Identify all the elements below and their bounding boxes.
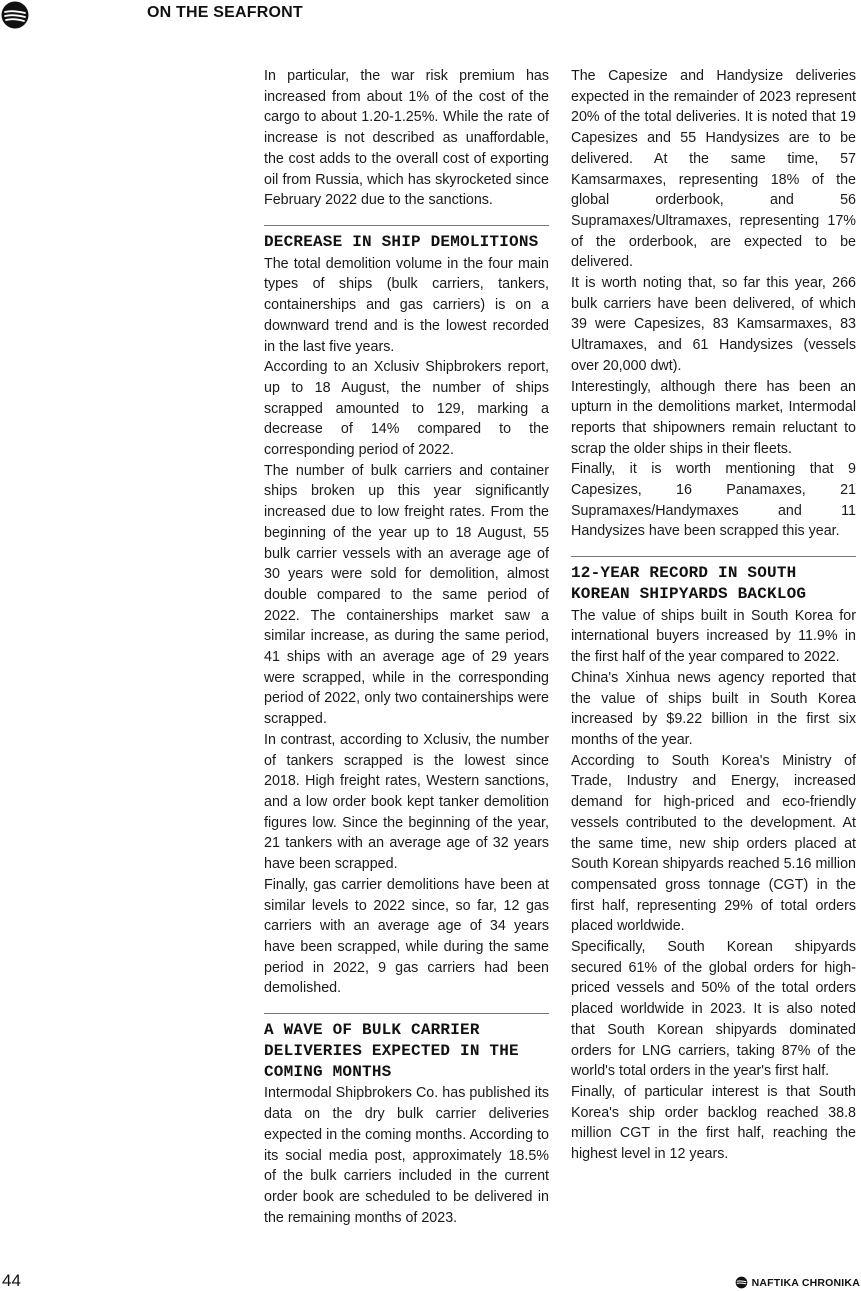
brand-name: NAFTIKA CHRONIKA <box>751 1276 860 1289</box>
section-divider <box>264 225 549 226</box>
paragraph: The value of ships built in South Korea for international buyers increased by 11.9% in the first half of the year compared to 2022. <box>571 607 856 666</box>
paragraph: Intermodal Shipbrokers Co. has published its data on the dry bulk carrier deliveries expected in the coming months. According to its social media post, approximately 18.5% of the bulk carriers included in the current order book are scheduled to be delivered in the remaining months of 2023. <box>264 1085 549 1226</box>
brand-footer <box>735 1276 860 1289</box>
paragraph: It is worth noting that, so far this year, 266 bulk carriers have been delivered, of which 39 were Capesizes, 83 Kamsarmaxes, 83 Ultramaxes, and 61 Handysizes (vessels over 20,000 dwt). <box>571 275 856 374</box>
wave-circle-icon <box>0 1 30 29</box>
paragraph: The number of bulk carriers and container ships broken up this year significantly increased due to low freight rates. From the beginning of the year up to 18 August, 55 bulk carrier vessels with an average age of 30 years were sold for demolition, almost double compared to the same period of 2022. The containerships market saw a similar increase, as during the same period, 41 ships with an average age of 29 years were scrapped, while in the corresponding period of 2022, only two containerships were scrapped. <box>264 462 549 728</box>
section-heading: 12-YEAR RECORD IN SOUTH KOREAN SHIPYARDS BACKLOG <box>571 564 807 603</box>
paragraph: Finally, of particular interest is that South Korea's ship order backlog reached 38.8 million CGT in the first half, reaching the highest level in 12 years. <box>571 1083 856 1163</box>
section-divider <box>264 1013 549 1014</box>
paragraph: Interestingly, although there has been an upturn in the demolitions market, Intermodal reports that shipowners remain reluctant to scrap the older ships in their fleets. <box>571 378 856 457</box>
section-heading: DECREASE IN SHIP DEMOLITIONS <box>264 232 539 251</box>
section-divider <box>571 556 856 557</box>
paragraph: Finally, it is worth mentioning that 9 Capesizes, 16 Panamaxes, 21 Supramaxes/Handymaxes and 11 Handysizes have been scrapped this year. <box>571 461 856 540</box>
left-column <box>264 66 549 1228</box>
paragraph: According to South Korea's Ministry of Trade, Industry and Energy, increased demand for high-priced and eco-friendly vessels contributed to the development. At the same time, new ship orders placed at South Korean shipyards reached 5.16 million compensated gross tonnage (CGT) in the first half, representing 29% of total orders placed worldwide. <box>571 752 856 935</box>
paragraph: According to an Xclusiv Shipbrokers report, up to 18 August, the number of ships scrapped amounted to 129, marking a decrease of 14% compared to the corresponding period of 2022. <box>264 359 549 459</box>
right-column <box>571 66 856 1165</box>
paragraph: In contrast, according to Xclusiv, the number of tankers scrapped is the lowest since 2018. High freight rates, Western sanctions, and a low order book kept tanker demolition figures low. Since the beginning of the year, 21 tankers with an average age of 32 years have been scrapped. <box>264 731 549 873</box>
paragraph: The total demolition volume in the four main types of ships (bulk carriers, tankers, containerships and gas carriers) is on a downward trend and is the lowest recorded in the last five years. <box>264 255 549 355</box>
paragraph: Specifically, South Korean shipyards secured 61% of the global orders for high-priced vessels and 50% of the total orders placed worldwide in 2023. It is also noted that South Korean shipyards dominated orders for LNG carriers, taking 87% of the world's total orders in the year's first half. <box>571 939 856 1080</box>
paragraph: China's Xinhua news agency reported that the value of ships built in South Korea increased by $9.22 billion in the first six months of the year. <box>571 669 856 748</box>
section-heading: A WAVE OF BULK CARRIER DELIVERIES EXPECTED IN THE COMING MONTHS <box>264 1021 519 1081</box>
wave-circle-icon <box>735 1276 748 1289</box>
section-title: ON THE SEAFRONT <box>147 4 303 21</box>
paragraph: Finally, gas carrier demolitions have been at similar levels to 2022 since, so far, 12 gas carriers with an average age of 34 years have been scrapped, while during the same period in 2022, 9 gas carriers had been demolished. <box>264 876 549 997</box>
intro-paragraph: In particular, the war risk premium has increased from about 1% of the cost of the cargo to about 1.20-1.25%. While the rate of increase is not described as unaffordable, the cost adds to the overall cost of exporting oil from Russia, which has skyrocketed since February 2022 due to the sanctions. <box>264 68 549 209</box>
paragraph: The Capesize and Handysize deliveries expected in the remainder of 2023 represent 20% of the total deliveries. It is noted that 19 Capesizes and 55 Handysizes are to be delivered. At the same time, 57 Kamsarmaxes, representing 18% of the global orderbook, and 56 Supramaxes/Ultramaxes, representing 17% of the orderbook, are expected to be delivered. <box>571 68 856 271</box>
page-number: 44 <box>2 1271 21 1290</box>
